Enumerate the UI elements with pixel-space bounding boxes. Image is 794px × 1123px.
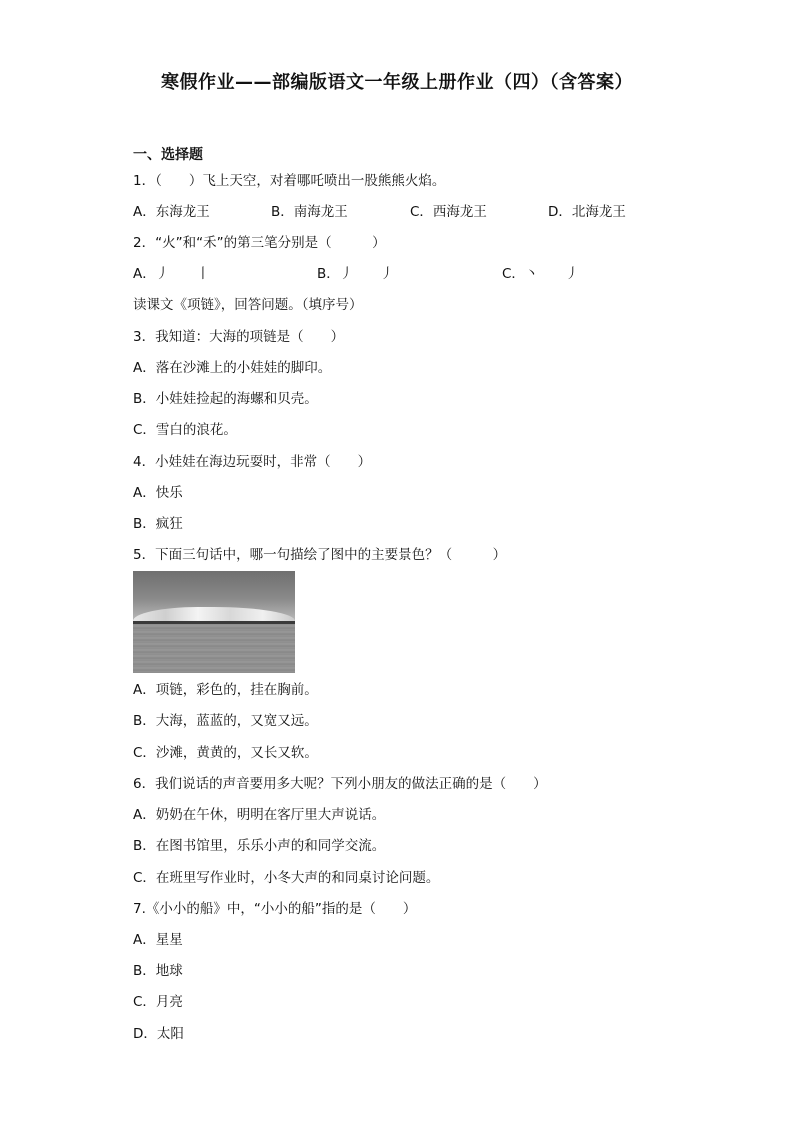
reading-instruction: 读课文《项链》，回答问题。（填序号） [133, 297, 363, 313]
question-6-stem: 6．我们说话的声音要用多大呢？下列小朋友的做法正确的是（ ） [133, 776, 547, 792]
question-4-option-b: B．疯狂 [133, 516, 183, 532]
question-3-stem: 3．我知道：大海的项链是（ ） [133, 329, 345, 345]
question-1-option-b: B．南海龙王 [271, 204, 348, 220]
question-4-stem: 4．小娃娃在海边玩耍时，非常（ ） [133, 454, 372, 470]
document-title: 寒假作业——部编版语文一年级上册作业（四）（含答案） [161, 72, 633, 93]
question-1-option-c: C．西海龙王 [410, 204, 487, 220]
question-6-option-c: C．在班里写作业时，小冬大声的和同桌讨论问题。 [133, 870, 440, 886]
question-5-option-b: B．大海，蓝蓝的，又宽又远。 [133, 713, 318, 729]
question-4-option-a: A．快乐 [133, 485, 183, 501]
question-6-option-a: A．奶奶在午休，明明在客厅里大声说话。 [133, 807, 386, 823]
photo-sea [133, 624, 295, 673]
question-2-option-a: A．丿 丨 [133, 266, 210, 282]
question-1-option-d: D．北海龙王 [548, 204, 626, 220]
question-5-option-c: C．沙滩，黄黄的，又长又软。 [133, 745, 318, 761]
question-5-stem: 5．下面三句话中，哪一句描绘了图中的主要景色？（ ） [133, 547, 507, 563]
section-heading: 一、选择题 [133, 147, 203, 163]
question-7-option-d: D．太阳 [133, 1026, 184, 1042]
sea-horizon-photo [133, 571, 295, 673]
question-7-option-c: C．月亮 [133, 994, 183, 1010]
question-2-stem: 2．“火”和“禾”的第三笔分别是（ ） [133, 235, 386, 251]
question-6-option-b: B．在图书馆里，乐乐小声的和同学交流。 [133, 838, 386, 854]
question-5-option-a: A．项链，彩色的，挂在胸前。 [133, 682, 318, 698]
question-1-option-a: A．东海龙王 [133, 204, 210, 220]
question-7-stem: 7.《小小的船》中，“小小的船”指的是（ ） [133, 901, 417, 917]
question-7-option-b: B．地球 [133, 963, 183, 979]
question-3-option-b: B．小娃娃捡起的海螺和贝壳。 [133, 391, 318, 407]
question-3-option-a: A．落在沙滩上的小娃娃的脚印。 [133, 360, 332, 376]
question-1-stem: 1．（ ）飞上天空，对着哪吒喷出一股熊熊火焰。 [133, 173, 446, 189]
question-7-option-a: A．星星 [133, 932, 183, 948]
question-2-option-b: B．丿 丿 [317, 266, 394, 282]
question-2-option-c: C．丶 丿 [502, 266, 579, 282]
question-3-option-c: C．雪白的浪花。 [133, 422, 237, 438]
